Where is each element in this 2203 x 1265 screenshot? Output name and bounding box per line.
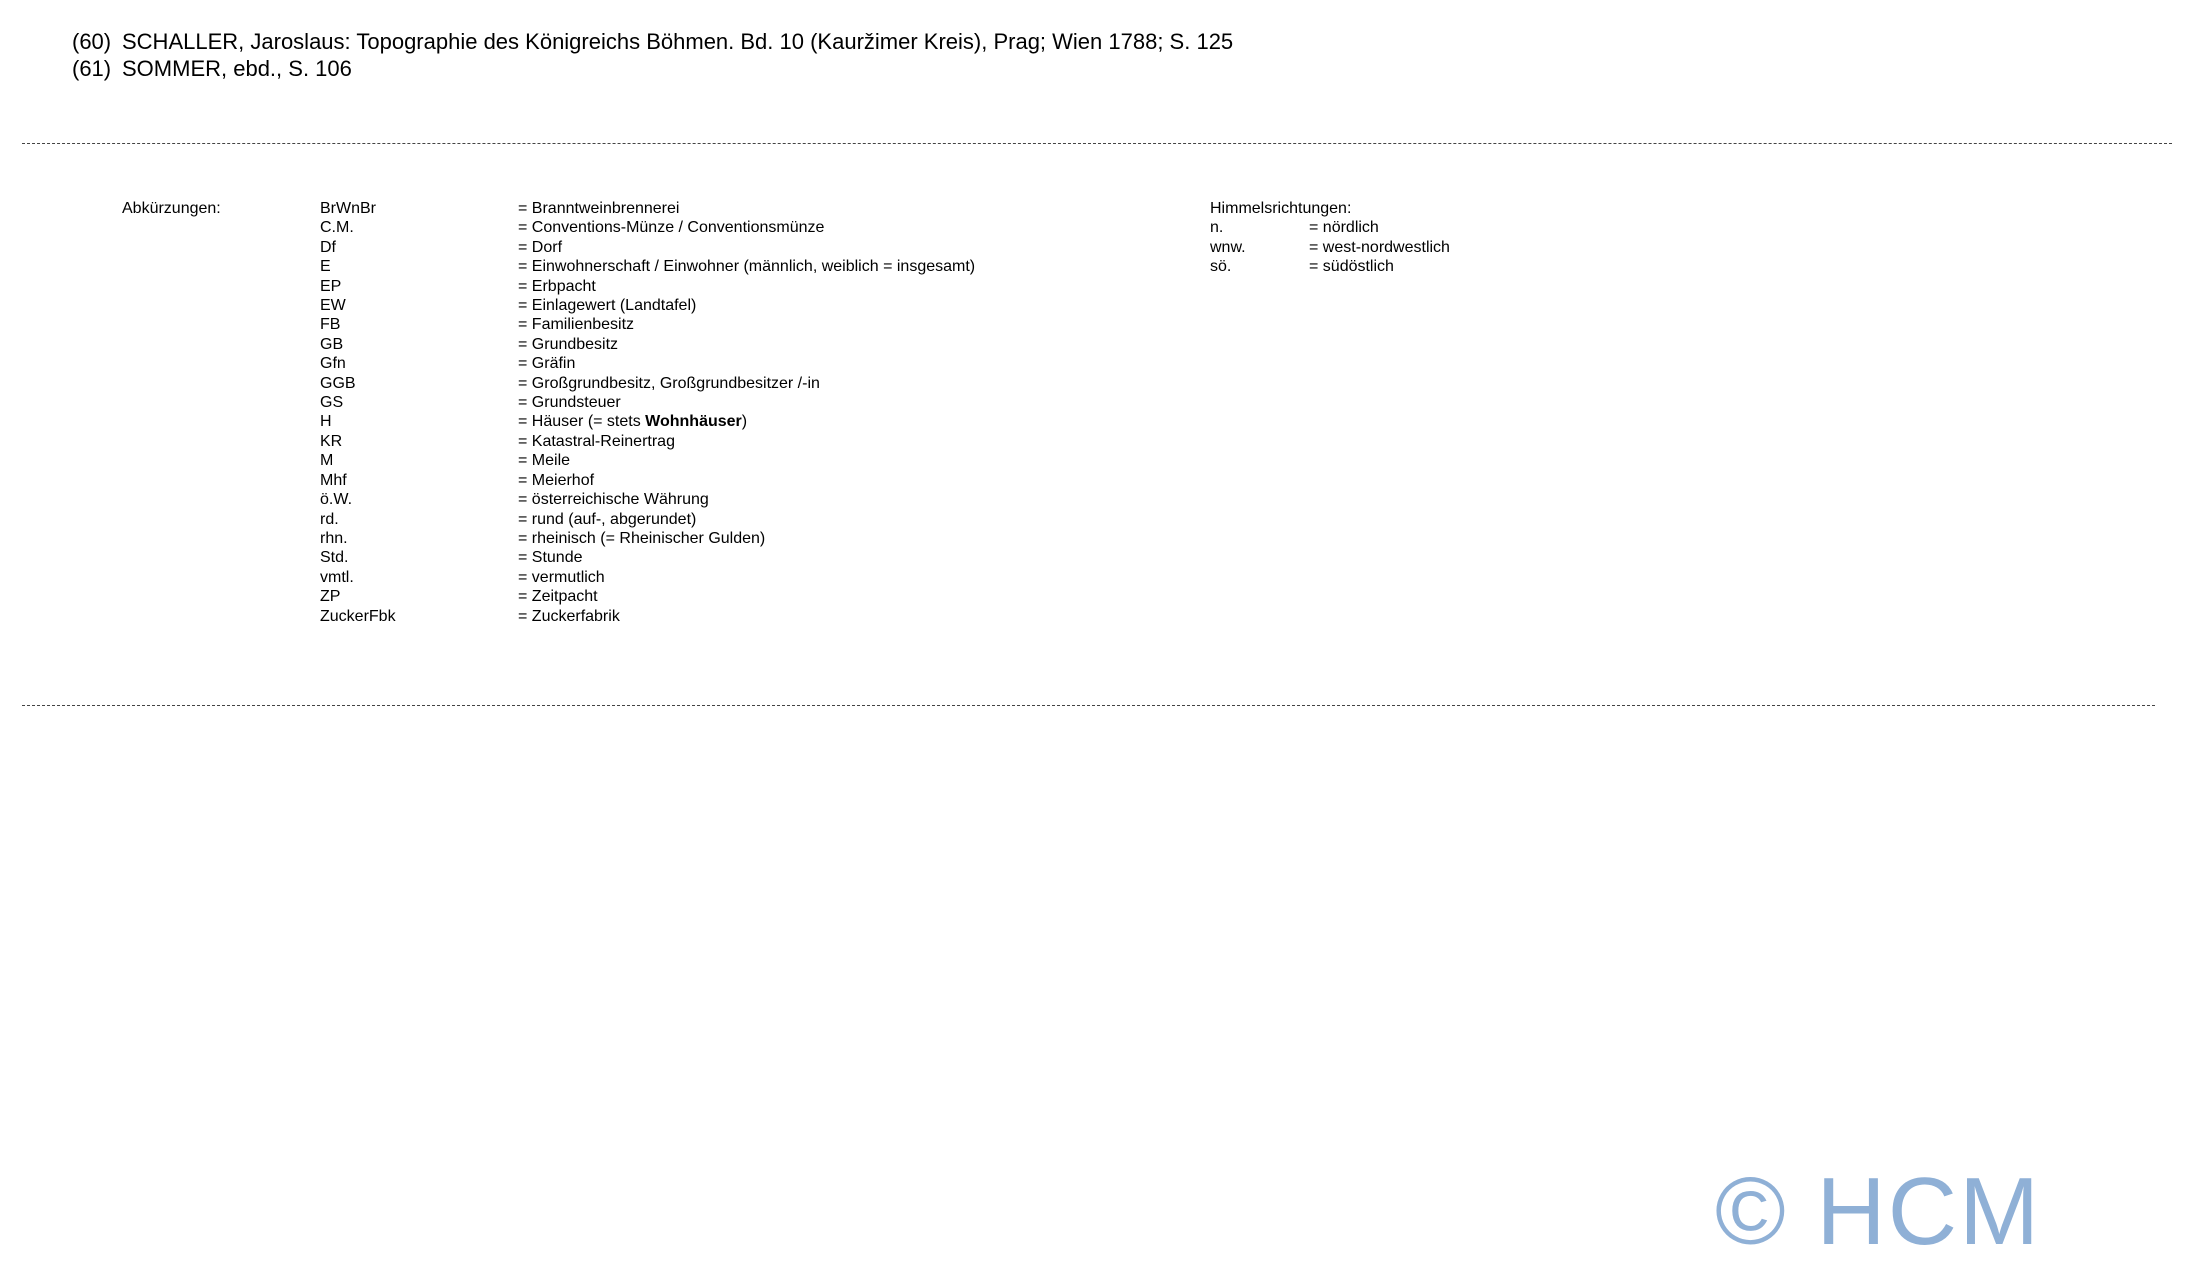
abbreviation-value: = rund (auf-, abgerundet) bbox=[518, 510, 697, 528]
abbreviation-row bbox=[320, 587, 975, 606]
abbreviation-value: = Meierhof bbox=[518, 471, 595, 489]
direction-value: = west-nordwestlich bbox=[1309, 238, 1450, 256]
abbreviation-value: = vermutlich bbox=[518, 568, 605, 586]
direction-key: sö. bbox=[1210, 258, 1232, 276]
abbreviation-key: EW bbox=[320, 297, 346, 315]
footnote-number: (60) bbox=[72, 29, 112, 54]
abbreviation-key: KR bbox=[320, 432, 343, 450]
separator-top bbox=[22, 143, 2172, 144]
footnote-61 bbox=[72, 55, 1233, 82]
direction-key: wnw. bbox=[1210, 238, 1246, 256]
direction-row bbox=[1210, 257, 1450, 276]
abbreviation-key: ZP bbox=[320, 588, 341, 606]
abbreviation-row bbox=[320, 451, 975, 470]
abbreviation-key: EP bbox=[320, 277, 342, 295]
direction-key: n. bbox=[1210, 219, 1224, 237]
abbreviation-key: rhn. bbox=[320, 529, 348, 547]
abbreviation-key: M bbox=[320, 452, 334, 470]
direction-value: = nördlich bbox=[1309, 219, 1379, 237]
abbreviation-value-pre: = Häuser (= stets bbox=[518, 413, 646, 431]
abbreviation-value: = Stunde bbox=[518, 549, 583, 567]
abbreviation-value: = Großgrundbesitz, Großgrundbesitzer /-in bbox=[518, 374, 820, 392]
abbreviations-list bbox=[320, 199, 975, 626]
abbreviation-key: Mhf bbox=[320, 471, 347, 489]
abbreviation-value: = Einwohnerschaft / Einwohner (männlich, weiblich = insgesamt) bbox=[518, 258, 976, 276]
abbreviation-value-post: ) bbox=[741, 413, 748, 431]
abbreviation-value: = Grundsteuer bbox=[518, 394, 621, 412]
footnote-text: SCHALLER, Jaroslaus: Topographie des Königreichs Böhmen. Bd. 10 (Kauržimer Kreis), Prag; Wien 1788; S. 125 bbox=[122, 29, 1234, 54]
abbreviation-key: GB bbox=[320, 335, 344, 353]
abbreviation-value: = Katastral-Reinertrag bbox=[518, 432, 675, 450]
abbreviation-value: = Conventions-Münze / Conventionsmünze bbox=[518, 219, 825, 237]
abbreviation-row bbox=[320, 490, 975, 509]
abbreviation-row bbox=[320, 568, 975, 587]
abbreviation-key: rd. bbox=[320, 510, 339, 528]
abbreviation-value: = Einlagewert (Landtafel) bbox=[518, 297, 697, 315]
abbreviation-row bbox=[320, 374, 975, 393]
abbreviation-row bbox=[320, 548, 975, 567]
abbreviation-row bbox=[320, 393, 975, 412]
abbreviation-row bbox=[320, 238, 975, 257]
abbreviation-key: vmtl. bbox=[320, 568, 354, 586]
abbreviations-heading: Abkürzungen: bbox=[122, 200, 221, 217]
abbreviation-value: = Dorf bbox=[518, 238, 563, 256]
abbreviation-key: FB bbox=[320, 316, 341, 334]
direction-value: = südöstlich bbox=[1309, 258, 1394, 276]
abbreviation-value: = Branntweinbrennerei bbox=[518, 200, 680, 217]
abbreviation-value: = Meile bbox=[518, 452, 571, 470]
footnotes bbox=[72, 28, 1233, 82]
footnote-60 bbox=[72, 28, 1233, 55]
abbreviation-row bbox=[320, 607, 975, 626]
abbreviation-row bbox=[320, 218, 975, 237]
abbreviation-row bbox=[320, 277, 975, 296]
abbreviation-key: GS bbox=[320, 394, 344, 412]
directions-section bbox=[1210, 199, 1450, 277]
abbreviation-value: = rheinisch (= Rheinischer Gulden) bbox=[518, 529, 766, 547]
abbreviation-row bbox=[320, 315, 975, 334]
directions-heading: Himmelsrichtungen: bbox=[1210, 200, 1352, 217]
abbreviation-key: E bbox=[320, 258, 331, 276]
abbreviation-key: ZuckerFbk bbox=[320, 607, 396, 625]
abbreviation-key: Gfn bbox=[320, 355, 346, 373]
abbreviation-row bbox=[320, 335, 975, 354]
abbreviation-key: BrWnBr bbox=[320, 200, 376, 217]
direction-row bbox=[1210, 238, 1450, 257]
abbreviation-value: = Gräfin bbox=[518, 355, 576, 373]
abbreviation-row bbox=[320, 471, 975, 490]
footnote-text: SOMMER, ebd., S. 106 bbox=[122, 56, 352, 81]
abbreviation-key: ö.W. bbox=[320, 491, 353, 509]
abbreviation-value: = Familienbesitz bbox=[518, 316, 635, 334]
abbreviation-value bbox=[518, 412, 747, 431]
abbreviation-value-bold: Wohnhäuser bbox=[645, 413, 742, 431]
abbreviation-row bbox=[320, 296, 975, 315]
abbreviation-key: Df bbox=[320, 238, 336, 256]
abbreviation-key: H bbox=[320, 413, 332, 431]
abbreviation-row bbox=[320, 529, 975, 548]
abbreviation-value: = Zuckerfabrik bbox=[518, 607, 620, 625]
abbreviation-value: = Zeitpacht bbox=[518, 588, 598, 606]
abbreviation-key: GGB bbox=[320, 374, 356, 392]
direction-row bbox=[1210, 218, 1450, 237]
abbreviation-row bbox=[320, 199, 975, 218]
abbreviation-row bbox=[320, 432, 975, 451]
separator-bottom bbox=[22, 705, 2155, 706]
copyright-watermark: © HCM bbox=[1715, 1158, 2042, 1265]
abbreviation-key: Std. bbox=[320, 549, 349, 567]
abbreviation-row bbox=[320, 412, 975, 431]
abbreviation-row bbox=[320, 257, 975, 276]
abbreviation-value: = Erbpacht bbox=[518, 277, 596, 295]
abbreviation-row bbox=[320, 354, 975, 373]
footnote-number: (61) bbox=[72, 56, 112, 81]
abbreviation-key: C.M. bbox=[320, 219, 354, 237]
abbreviation-row bbox=[320, 510, 975, 529]
abbreviation-value: = österreichische Währung bbox=[518, 491, 709, 509]
abbreviation-value: = Grundbesitz bbox=[518, 335, 619, 353]
